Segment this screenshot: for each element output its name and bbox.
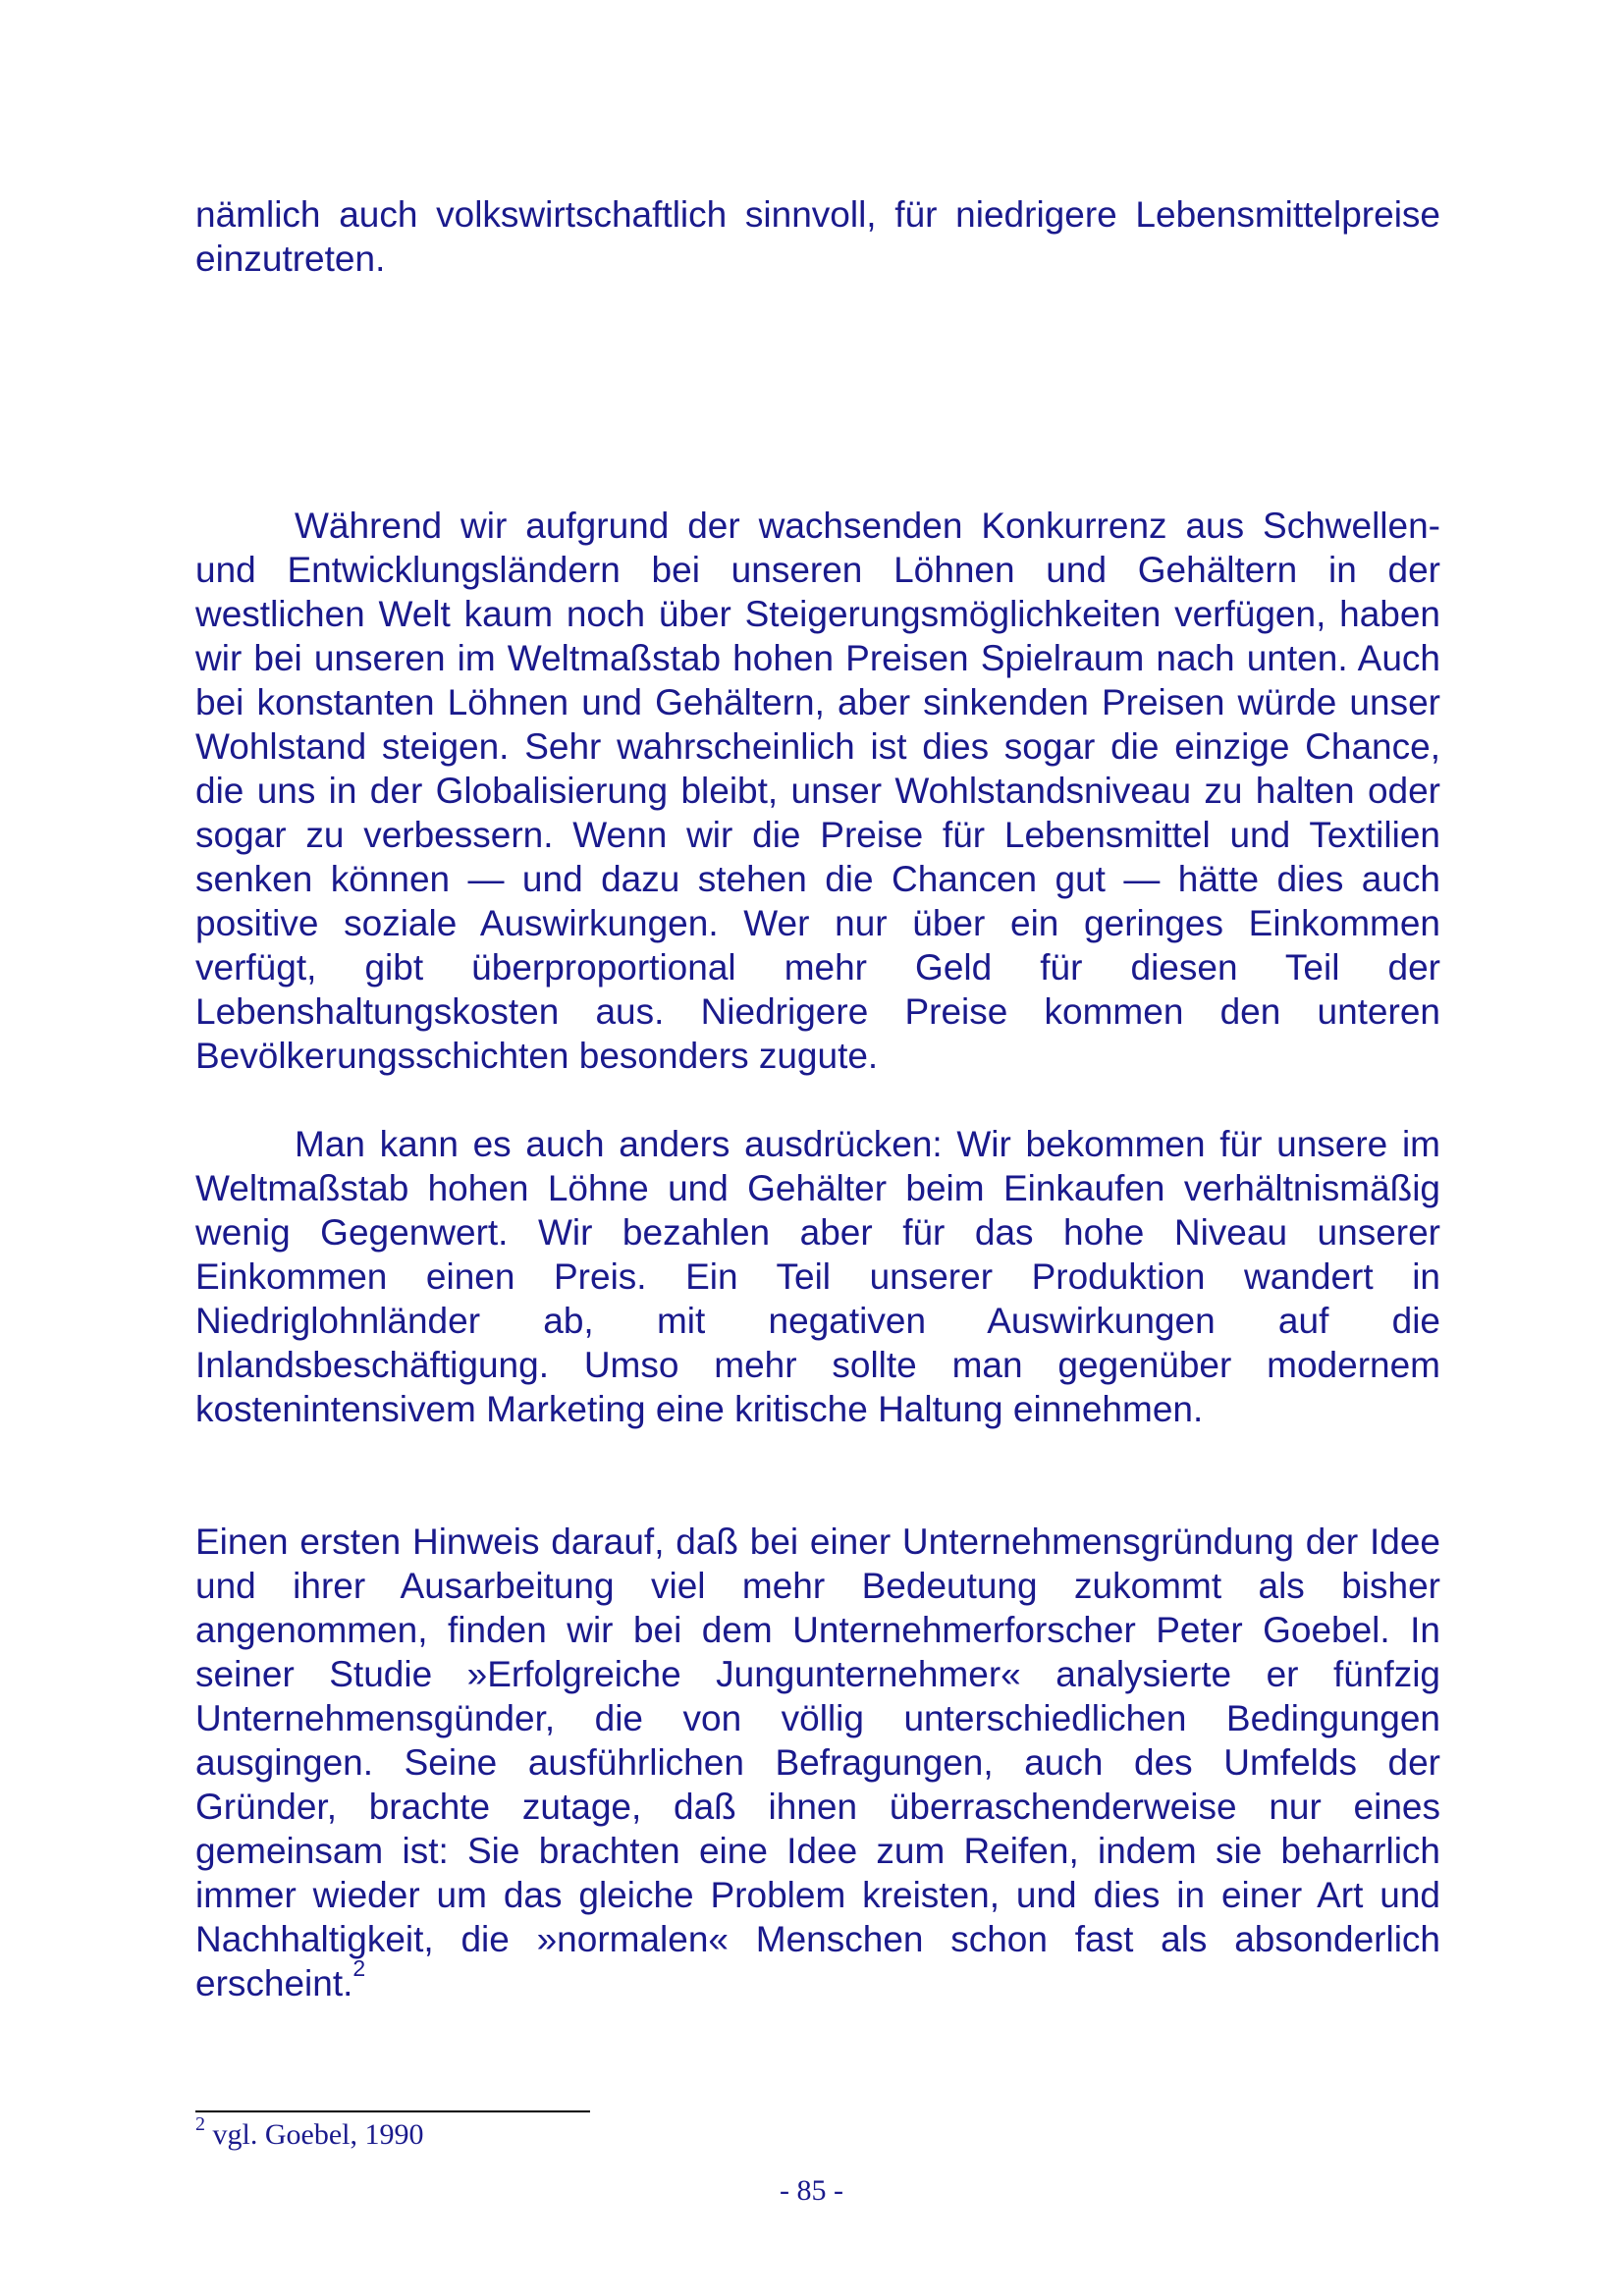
footnote-divider — [195, 2110, 590, 2112]
page-number: - 85 - — [780, 2174, 843, 2207]
paragraph-continuation: nämlich auch volkswirtschaftlich sinnvoll, für niedrigere Lebensmittelpreise einzutreten. — [195, 194, 1440, 279]
paragraph-goebel-study — [195, 1520, 1440, 2005]
paragraph-prices-wealth: Während wir aufgrund der wachsenden Konkurrenz aus Schwellen- und Entwicklungsländern bei unseren Löhnen und Gehältern in der westlichen Welt kaum noch über Steigerungsmöglichkeiten verfügen, haben wir bei unseren im Weltmaßstab hohen Preisen Spielraum nach unten. Auch bei konstanten Löhnen und Gehältern, aber sinkenden Preisen würde unser Wohlstand steigen. Sehr wahrscheinlich ist dies sogar die einzige Chance, die uns in der Globalisierung bleibt, unser Wohlstandsniveau zu halten oder sogar zu verbessern. Wenn wir die Preise für Lebensmittel und Textilien senken können — und dazu stehen die Chancen gut — hätte dies auch positive soziale Auswirkungen. Wer nur über ein geringes Einkommen verfügt, gibt überproportional mehr Geld für diesen Teil der Lebenshaltungskosten aus. Niedrigere Preise kommen den unteren Bevölkerungsschichten besonders zugute. — [195, 506, 1440, 1076]
footnote-text: vgl. Goebel, 1990 — [212, 2118, 424, 2151]
footnote-reference[interactable]: 2 — [352, 1955, 366, 1981]
footnote — [195, 2113, 424, 2153]
paragraph-wages-marketing: Man kann es auch anders ausdrücken: Wir bekommen für unsere im Weltmaßstab hohen Löhne und Gehälter beim Einkaufen verhältnismäßig wenig Gegenwert. Wir bezahlen aber für das hohe Niveau unserer Einkommen einen Preis. Ein Teil unserer Produktion wandert in Niedriglohnländer ab, mit negativen Auswirkungen auf die Inlandsbeschäftigung. Umso mehr sollte man gegenüber modernem kostenintensivem Marketing eine kritische Haltung einnehmen. — [195, 1124, 1440, 1429]
footnote-number: 2 — [195, 2113, 205, 2135]
paragraph-goebel-text: Einen ersten Hinweis darauf, daß bei einer Unternehmensgründung der Idee und ihrer Ausarbeitung viel mehr Bedeutung zukommt als bisher angenommen, finden wir bei dem Unternehmerforscher Peter Goebel. In seiner Studie »Erfolgreiche Jungunternehmer« analysierte er fünfzig Unternehmensgünder, die von völlig unterschiedlichen Bedingungen ausgingen. Seine ausführlichen Befragungen, auch des Umfelds der Gründer, brachte zutage, daß ihnen überraschenderweise nur eines gemeinsam ist: Sie brachten eine Idee zum Reifen, indem sie beharrlich immer wieder um das gleiche Problem kreisten, und dies in einer Art und Nachhaltigkeit, die »normalen« Menschen schon fast als absonderlich erscheint. — [195, 1522, 1440, 2003]
